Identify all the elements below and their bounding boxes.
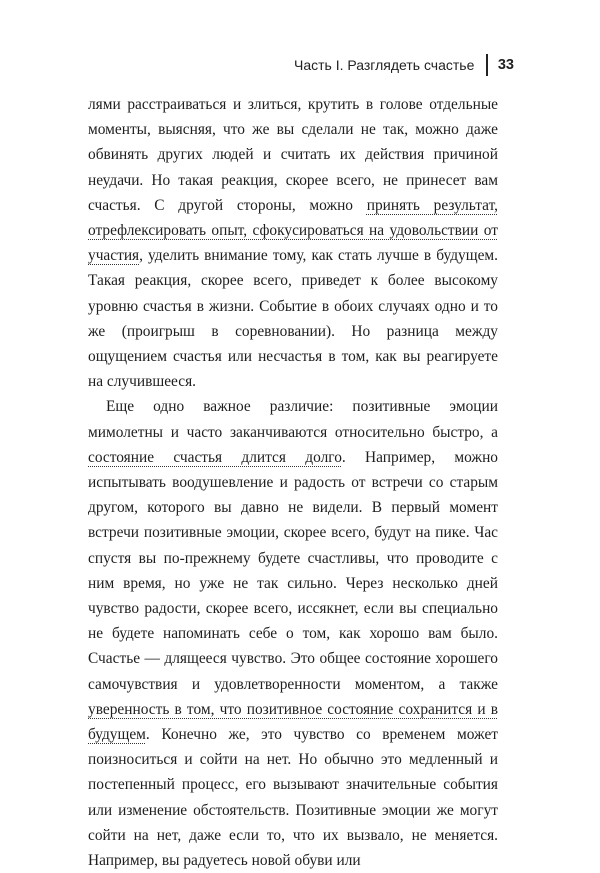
text-run: . Например, можно испытывать воодушевление и радость от встречи со старым другом, которого вы давно не видели. В первый момент встречи позитивные эмоции, скорее всего, будут на пике. Час спустя вы по-прежнему будете счастливы, что проводите с ним время, но уже не так сильно. Через несколько дней чувство радости, скорее всего, иссякнет, если вы специально не будете напоминать себе о том, как хорошо вам было. Счастье — длящееся чувство. Это общее состояние хорошего самочувствия и удовлетворенности моментом, а также [88, 448, 498, 693]
text-run: лями расстраиваться и злиться, крутить в голове отдельные моменты, выясняя, что же вы сделали не так, можно даже обвинять других людей и считать их действия причиной неудачи. Но такая реакция, скорее всего, не принесет вам счастья. С другой стороны, можно [88, 96, 498, 214]
header-divider [486, 54, 488, 76]
text-run: Еще одно важное различие: позитивные эмоции мимолетны и часто заканчиваются относительно быстро, а [88, 398, 498, 441]
paragraph [88, 92, 498, 394]
text-run: . Конечно же, это чувство со временем может поизноситься и сойти на нет. Но обычно это медленный и постепенный процесс, его вызывают значительные события или изменение обстоятельств. Позитивные эмоции же могут сойти на нет, даже если то, что их вызвало, не меняется. Например, вы радуетесь новой обуви или [88, 726, 498, 870]
section-title: Часть I. Разглядеть счастье [294, 57, 475, 73]
text-run: , уделить внимание тому, как стать лучше в будущем. Такая реакция, скорее всего, приведет к более высокому уровню счастья в жизни. Событие в обоих случаях одно и то же (проигрыш в соревновании). Но разница между ощущением счастья или несчастья в том, как вы реагируете на случившееся. [88, 247, 498, 391]
page-number: 33 [497, 57, 514, 73]
running-header [294, 54, 514, 76]
paragraph [88, 394, 498, 873]
underlined-phrase: уверенность в том, что позитивное состояние сохранится и в будущем [88, 700, 498, 744]
underlined-phrase: состояние счастья длится долго [88, 448, 342, 466]
underlined-phrase: принять результат, отрефлексировать опыт, сфокусироваться на удовольствии от участия [88, 196, 498, 265]
body-text [88, 92, 498, 873]
